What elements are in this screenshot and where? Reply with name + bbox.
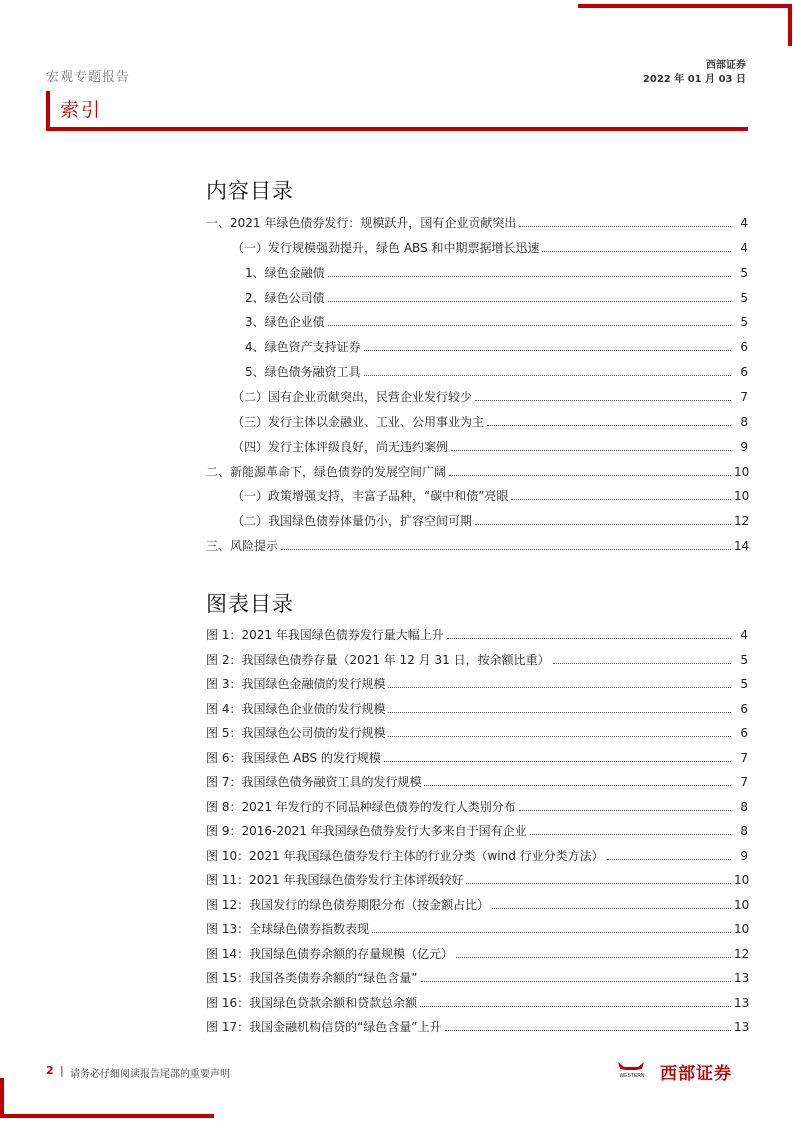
toc-entry-page: 8 — [740, 799, 748, 814]
toc-leader-dots — [372, 931, 731, 933]
toc-leader-dots — [445, 1029, 731, 1031]
toc-entry-page: 7 — [740, 775, 748, 789]
toc-entry-page: 5 — [740, 652, 748, 667]
toc-entry[interactable] — [206, 671, 748, 691]
toc-entry[interactable] — [206, 769, 748, 789]
toc-entry-text: 一、2021 年绿色债券发行：规模跃升，国有企业贡献突出 — [206, 216, 517, 230]
figures-title: 图表目录 — [206, 592, 294, 616]
toc-entry-text: 5、绿色债务融资工具 — [245, 365, 361, 380]
toc-leader-dots — [420, 1005, 731, 1007]
toc-entry-page: 7 — [740, 750, 748, 765]
toc-leader-dots — [421, 980, 731, 982]
toc-entry-page: 4 — [740, 240, 748, 255]
toc-entry-text: （四）发行主体评级良好，尚无违约案例 — [232, 439, 449, 454]
toc-entry[interactable] — [206, 818, 748, 838]
toc-entry[interactable] — [206, 990, 748, 1010]
toc-leader-dots — [519, 809, 731, 811]
toc-leader-dots — [384, 760, 731, 762]
toc-entry-text: 图 6：我国绿色 ABS 的发行规模 — [206, 750, 381, 765]
toc-leader-dots — [328, 324, 731, 326]
toc-entry-page: 10 — [734, 489, 750, 504]
toc-leader-dots — [281, 548, 731, 550]
company-logo-text: 西部证券 — [660, 1064, 732, 1084]
toc-entry-text: （三）发行主体以金融业、工业、公用事业为主 — [232, 414, 485, 429]
footer-separator: | — [60, 1064, 64, 1077]
toc-entry[interactable] — [232, 409, 748, 429]
toc-entry-text: 图 15：我国各类债券余额的“绿色含量” — [206, 971, 418, 985]
toc-leader-dots — [466, 882, 731, 884]
toc-entry-text: 图 5：我国绿色公司债的发行规模 — [206, 726, 386, 740]
toc-entry[interactable] — [245, 359, 748, 379]
toc-entry-page: 14 — [734, 539, 750, 554]
toc-entry[interactable] — [206, 892, 748, 912]
corner-mark-top-horizontal — [578, 4, 792, 8]
toc-leader-dots — [487, 424, 731, 426]
toc-entry-text: 图 7：我国绿色债务融资工具的发行规模 — [206, 775, 422, 789]
toc-entry-text: 二、新能源革命下，绿色债券的发展空间广阔 — [206, 464, 447, 479]
toc-entry[interactable] — [245, 309, 748, 329]
toc-leader-dots — [447, 637, 731, 639]
toc-leader-dots — [492, 907, 731, 909]
toc-entry-text: 图 9：2016-2021 年我国绿色债券发行大多来自于国有企业 — [206, 824, 527, 838]
toc-entry[interactable] — [206, 622, 748, 642]
toc-entry[interactable] — [232, 434, 748, 454]
toc-entry[interactable] — [232, 384, 748, 404]
toc-leader-dots — [364, 374, 731, 376]
section-title: 索引 — [60, 99, 103, 121]
toc-entry-page: 10 — [734, 464, 750, 479]
toc-leader-dots — [542, 250, 731, 252]
toc-entry-text: 图 2：我国绿色债券存量（2021 年 12 月 31 日，按余额比重） — [206, 652, 550, 667]
corner-mark-bottom-vertical — [0, 1078, 4, 1118]
toc-leader-dots — [530, 833, 731, 835]
toc-entry-text: 图 3：我国绿色金融债的发行规模 — [206, 677, 386, 691]
toc-entry-page: 7 — [740, 389, 748, 404]
toc-entry-page: 10 — [734, 922, 750, 936]
toc-entry-page: 5 — [740, 290, 748, 305]
toc-entry-page: 5 — [740, 315, 748, 330]
toc-leader-dots — [328, 300, 731, 302]
toc-leader-dots — [456, 956, 731, 958]
section-divider — [46, 127, 748, 131]
toc-entry-page: 10 — [734, 897, 750, 912]
toc-leader-dots — [424, 784, 731, 786]
toc-entry[interactable] — [206, 1014, 748, 1034]
toc-leader-dots — [388, 686, 731, 688]
toc-entry-text: 图 10：2021 年我国绿色债券发行主体的行业分类（wind 行业分类方法） — [206, 848, 604, 863]
toc-entry[interactable] — [206, 720, 748, 740]
toc-entry-text: 图 8：2021 年发行的不同品种绿色债券的发行人类别分布 — [206, 799, 516, 814]
toc-entry-text: （二）国有企业贡献突出，民营企业发行较少 — [232, 389, 473, 404]
toc-entry-page: 13 — [734, 995, 750, 1010]
toc-leader-dots — [364, 349, 731, 351]
logo-mark-label: WESTERN — [619, 1073, 645, 1079]
page-number: 2 — [46, 1064, 54, 1077]
toc-entry[interactable] — [206, 533, 748, 553]
toc-entry[interactable] — [206, 696, 748, 716]
toc-entry-text: 三、风险提示 — [206, 539, 279, 554]
toc-entry-text: 图 11：2021 年我国绿色债券发行主体评级较好 — [206, 873, 464, 887]
toc-entry-text: （一）政策增强支持，丰富子品种，“碳中和债”亮眼 — [232, 489, 509, 504]
company-name: 西部证券 — [706, 60, 746, 71]
corner-mark-top-vertical — [788, 4, 792, 46]
toc-leader-dots — [475, 399, 731, 401]
toc-entry-page: 8 — [740, 824, 748, 838]
section-accent-bar — [46, 91, 50, 129]
toc-leader-dots — [451, 449, 731, 451]
contents-title: 内容目录 — [206, 179, 294, 203]
toc-entry-page: 9 — [740, 439, 748, 454]
toc-entry-page: 5 — [740, 265, 748, 280]
report-date: 2022 年 01 月 03 日 — [642, 74, 746, 85]
toc-entry-page: 6 — [740, 726, 748, 740]
corner-mark-bottom-horizontal — [0, 1114, 214, 1118]
toc-entry-page: 4 — [740, 216, 748, 230]
toc-entry-page: 10 — [734, 873, 750, 887]
toc-entry-page: 12 — [734, 946, 750, 961]
toc-entry-page: 9 — [740, 848, 748, 863]
toc-leader-dots — [519, 225, 731, 227]
toc-entry-text: 3、绿色企业债 — [245, 315, 325, 330]
toc-entry-text: 4、绿色资产支持证券 — [245, 340, 361, 355]
footer-disclaimer: 请务必仔细阅读报告尾部的重要声明 — [70, 1069, 230, 1080]
toc-entry-text: 2、绿色公司债 — [245, 290, 325, 305]
toc-entry[interactable] — [232, 483, 748, 503]
toc-entry-page: 8 — [740, 414, 748, 429]
toc-entry-page: 13 — [734, 971, 750, 985]
toc-entry-text: 图 16：我国绿色贷款余额和贷款总余额 — [206, 995, 418, 1010]
toc-leader-dots — [475, 523, 731, 525]
toc-entry-text: 1、绿色金融债 — [245, 265, 325, 280]
toc-entry-page: 6 — [740, 701, 748, 716]
toc-entry-text: 图 1：2021 年我国绿色债券发行量大幅上升 — [206, 628, 444, 642]
toc-entry[interactable] — [206, 965, 748, 985]
toc-entry-page: 6 — [740, 365, 748, 380]
toc-entry[interactable] — [206, 210, 748, 230]
toc-entry-page: 13 — [734, 1020, 750, 1034]
report-type: 宏观专题报告 — [46, 70, 131, 85]
toc-entry[interactable] — [232, 235, 748, 255]
toc-entry-page: 6 — [740, 340, 748, 355]
toc-entry[interactable] — [206, 647, 748, 667]
bull-logo-icon — [608, 1058, 656, 1080]
toc-leader-dots — [388, 711, 731, 713]
toc-entry[interactable] — [206, 916, 748, 936]
toc-leader-dots — [328, 275, 731, 277]
toc-entry[interactable] — [206, 745, 748, 765]
toc-entry[interactable] — [245, 285, 748, 305]
toc-entry-text: 图 14：我国绿色债券余额的存量规模（亿元） — [206, 946, 454, 961]
toc-leader-dots — [607, 858, 731, 860]
toc-entry[interactable] — [206, 843, 748, 863]
toc-entry[interactable] — [206, 459, 748, 479]
toc-entry-text: （一）发行规模强劲提升，绿色 ABS 和中期票据增长迅速 — [232, 240, 540, 255]
toc-entry-text: （二）我国绿色债券体量仍小，扩容空间可期 — [232, 514, 473, 529]
toc-leader-dots — [553, 662, 731, 664]
toc-entry-page: 5 — [740, 677, 748, 691]
toc-entry-text: 图 17：我国金融机构信贷的“绿色含量”上升 — [206, 1020, 442, 1034]
toc-leader-dots — [388, 735, 731, 737]
toc-entry[interactable] — [232, 508, 748, 528]
toc-entry[interactable] — [206, 867, 748, 887]
toc-entry[interactable] — [206, 941, 748, 961]
toc-entry-page: 4 — [740, 628, 748, 642]
toc-entry-page: 12 — [734, 514, 750, 529]
toc-leader-dots — [449, 474, 731, 476]
toc-entry[interactable] — [206, 794, 748, 814]
toc-entry-text: 图 13：全球绿色债券指数表现 — [206, 922, 370, 936]
toc-entry-text: 图 12：我国发行的绿色债券期限分布（按金额占比） — [206, 897, 490, 912]
toc-entry[interactable] — [245, 334, 748, 354]
toc-leader-dots — [511, 498, 731, 500]
toc-entry-text: 图 4：我国绿色企业债的发行规模 — [206, 701, 386, 716]
toc-entry[interactable] — [245, 260, 748, 280]
